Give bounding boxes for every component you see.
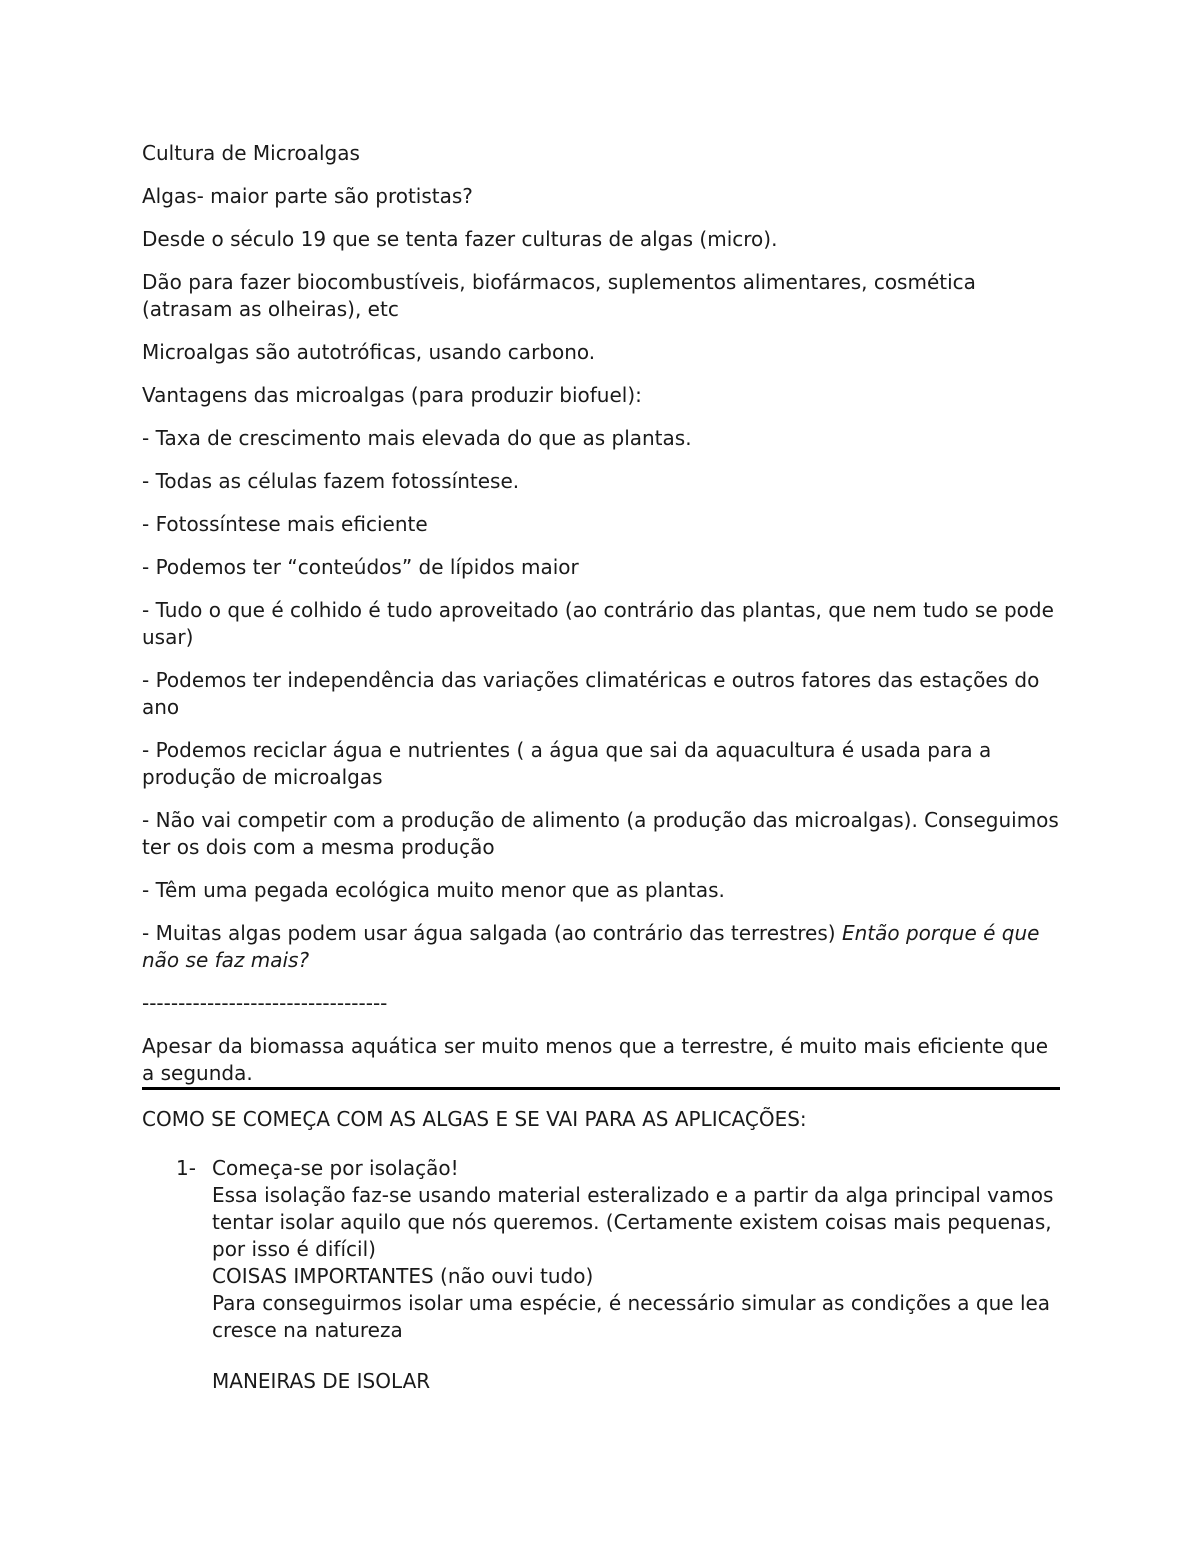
- paragraph: Desde o século 19 que se tenta fazer culturas de algas (micro).: [142, 227, 778, 251]
- advantage-item: - Podemos ter independência das variações climatéricas e outros fatores das estações do ano: [142, 668, 1040, 719]
- list-number: 1-: [176, 1156, 196, 1180]
- biomass-note: Apesar da biomassa aquática ser muito menos que a terrestre, é muito mais eficiente que a segunda.: [142, 1034, 1049, 1085]
- advantage-item: - Não vai competir com a produção de alimento (a produção das microalgas). Conseguimos ter os dois com a mesma produção: [142, 808, 1059, 859]
- step-subheading: MANEIRAS DE ISOLAR: [212, 1369, 431, 1393]
- advantage-item: - Tudo o que é colhido é tudo aproveitado (ao contrário das plantas, que nem tudo se pode usar): [142, 598, 1054, 649]
- step-text-2: Para conseguirmos isolar uma espécie, é necessário simular as condições a que lea cresce na natureza: [212, 1291, 1051, 1342]
- document-title: Cultura de Microalgas: [142, 141, 360, 165]
- list-item: [142, 1155, 1060, 1395]
- section-heading: COMO SE COMEÇA COM AS ALGAS E SE VAI PARA AS APLICAÇÕES:: [142, 1107, 807, 1131]
- numbered-list: [142, 1155, 1060, 1395]
- list-item-body: [212, 1155, 1060, 1395]
- step-text: Essa isolação faz-se usando material esteralizado e a partir da alga principal vamos tentar isolar aquilo que nós queremos. (Certamente existem coisas mais pequenas, por isso é difícil): [212, 1183, 1054, 1261]
- advantage-item: - Podemos reciclar água e nutrientes ( a água que sai da aquacultura é usada para a produção de microalgas: [142, 738, 992, 789]
- paragraph: Microalgas são autotróficas, usando carbono.: [142, 340, 596, 364]
- document-page: [142, 140, 1060, 1395]
- advantage-item: - Taxa de crescimento mais elevada do que as plantas.: [142, 426, 692, 450]
- advantage-italic-question: Então porque é que não se faz mais?: [142, 921, 1040, 972]
- advantage-item: - Todas as células fazem fotossíntese.: [142, 469, 520, 493]
- advantage-plain-text: - Muitas algas podem usar água salgada (ao contrário das terrestres): [142, 921, 842, 945]
- advantage-item: - Podemos ter “conteúdos” de lípidos maior: [142, 555, 579, 579]
- paragraph: Vantagens das microalgas (para produzir biofuel):: [142, 383, 642, 407]
- step-note: COISAS IMPORTANTES (não ouvi tudo): [212, 1264, 594, 1288]
- advantage-item: - Fotossíntese mais eficiente: [142, 512, 428, 536]
- step-heading: Começa-se por isolação!: [212, 1156, 459, 1180]
- horizontal-rule: [142, 1033, 1060, 1090]
- dashed-separator: ----------------------------------: [142, 991, 388, 1015]
- paragraph: Dão para fazer biocombustíveis, biofármacos, suplementos alimentares, cosmética (atrasam as olheiras), etc: [142, 270, 976, 321]
- advantage-item: - Têm uma pegada ecológica muito menor que as plantas.: [142, 878, 725, 902]
- advantage-item-last: [142, 920, 1060, 974]
- paragraph: Algas- maior parte são protistas?: [142, 184, 473, 208]
